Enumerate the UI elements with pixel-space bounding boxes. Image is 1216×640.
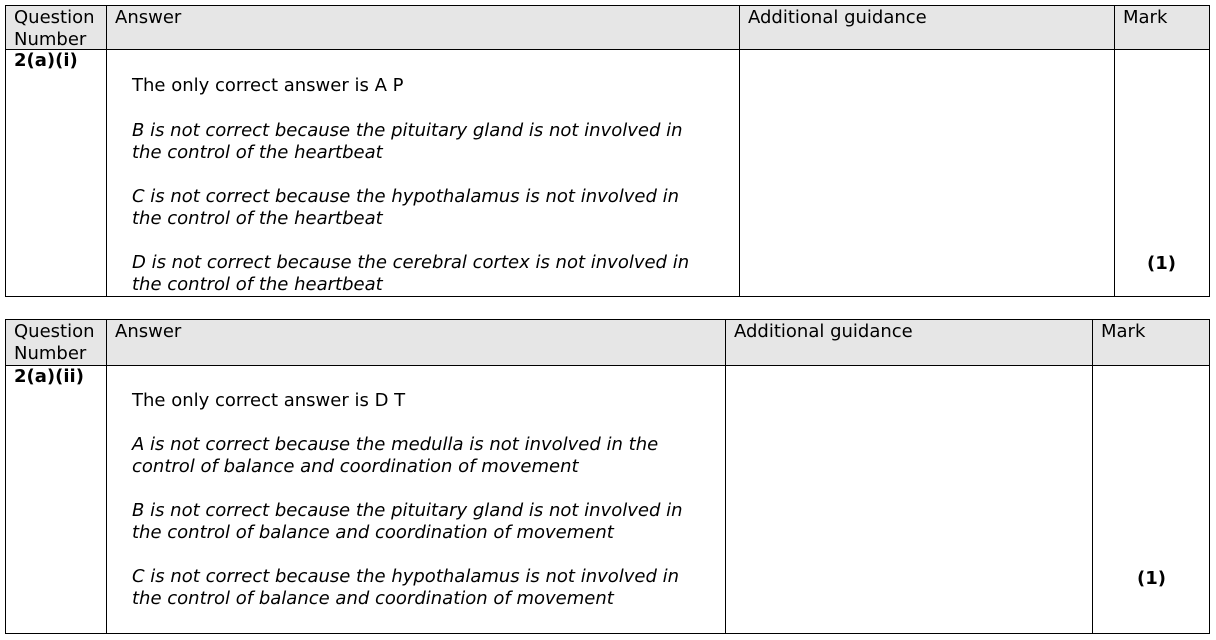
- header-question-number: Question Number: [14, 321, 95, 364]
- correct-answer: The only correct answer is A P: [132, 75, 404, 96]
- guidance-cell: [725, 366, 1092, 633]
- explanation-a: A is not correct because the medulla is not involved in the control of balance and coordination of movement: [132, 434, 659, 477]
- question-number: 2(a)(i): [14, 50, 78, 71]
- mark-value: (1): [1147, 253, 1176, 274]
- explanation-b: B is not correct because the pituitary gland is not involved in the control of the heartbeat: [132, 120, 683, 163]
- question-number-cell: [6, 50, 106, 296]
- header-mark: Mark: [1092, 320, 1209, 365]
- explanation-c: C is not correct because the hypothalamus is not involved in the control of the heartbeat: [132, 186, 680, 229]
- mark-cell: [1092, 366, 1209, 633]
- header-question-number: Question Number: [14, 7, 95, 50]
- header-row: [6, 320, 1209, 366]
- mark-cell: [1114, 50, 1209, 296]
- header-answer: Answer: [106, 320, 725, 365]
- header-mark: Mark: [1114, 6, 1209, 49]
- mark-scheme-table-2: [5, 319, 1210, 634]
- header-row: [6, 6, 1209, 50]
- explanation-d: D is not correct because the cerebral cortex is not involved in the control of the heartbeat: [132, 252, 690, 295]
- explanation-c: C is not correct because the hypothalamus is not involved in the control of balance and coordination of movement: [132, 566, 680, 609]
- answer-text-block: [132, 75, 712, 296]
- question-number-cell: [6, 366, 106, 633]
- guidance-cell: [739, 50, 1114, 296]
- mark-scheme-table-1: [5, 5, 1210, 297]
- question-number: 2(a)(ii): [14, 366, 84, 387]
- mark-value: (1): [1137, 568, 1166, 589]
- header-answer: Answer: [106, 6, 739, 49]
- explanation-b: B is not correct because the pituitary gland is not involved in the control of balance and coordination of movement: [132, 500, 683, 543]
- answer-text-block: [132, 390, 712, 610]
- header-additional-guidance: Additional guidance: [739, 6, 1114, 49]
- header-additional-guidance: Additional guidance: [725, 320, 1092, 365]
- correct-answer: The only correct answer is D T: [132, 390, 406, 411]
